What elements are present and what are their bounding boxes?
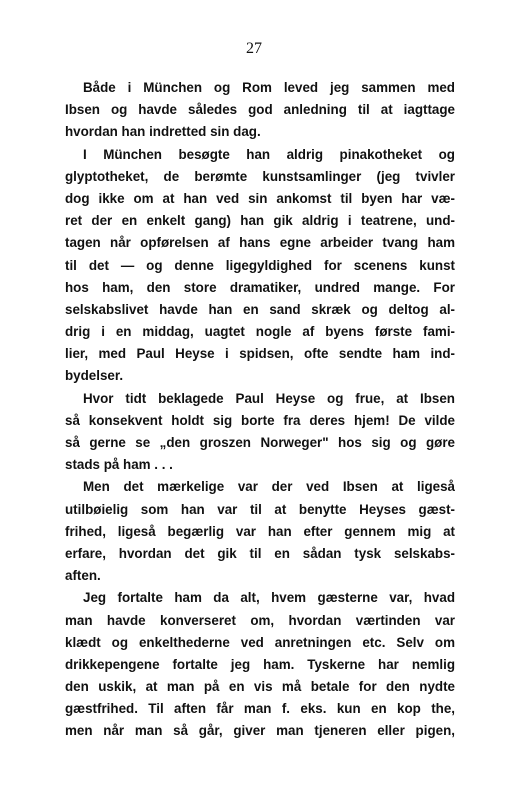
text-line: stads på ham . . .	[65, 457, 173, 473]
text-line: drikkepengene fortalte jeg ham. Tyskerne har nemlig	[65, 656, 455, 672]
text-line: bydelser.	[65, 368, 124, 384]
text-line: så gerne se „den groszen Norweger" hos sig og gøre	[65, 435, 455, 450]
text-line: klædt og enkelthederne ved anretningen etc. Selv om	[65, 634, 455, 650]
text-line: hvordan han indretted sin dag.	[65, 124, 261, 140]
text-line: så konsekvent holdt sig borte fra deres hjem! De vilde	[65, 412, 455, 428]
text-line: drig i en middag, uagtet nogle af byens første fami-	[65, 324, 455, 340]
text-line: Både i München og Rom leved jeg sammen med	[83, 80, 455, 95]
text-line: aften.	[65, 568, 101, 584]
body-text	[65, 77, 455, 743]
text-line: utilbøielig som han var til at benytte Heyses gæst-	[65, 501, 455, 517]
text-line: hos ham, den store dramatiker, undred mange. For	[65, 279, 455, 295]
text-line: gæstfrihed. Til aften får man f. eks. kun en kop the,	[65, 701, 455, 717]
text-line: dog ikke om at han ved sin ankomst til byen har væ-	[65, 190, 455, 206]
text-line: selskabslivet havde han en sand skræk og deltog al-	[65, 301, 455, 317]
text-line: Men det mærkelige var der ved Ibsen at ligeså	[83, 479, 455, 495]
text-line: glyptotheket, de berømte kunstsamlinger (jeg tvivler	[65, 168, 455, 184]
text-line: Ibsen og havde således god anledning til at iagttage	[65, 102, 455, 118]
text-line: man havde konverseret om, hvordan værtinden var	[65, 612, 455, 628]
page-number: 27	[246, 40, 262, 57]
text-line: I München besøgte han aldrig pinakotheket og	[83, 146, 455, 162]
text-line: frihed, ligeså begærlig var han efter gennem mig at	[65, 523, 455, 539]
text-line: ret der en enkelt gang) han gik aldrig i teatrene, und-	[65, 213, 455, 229]
text-line: Jeg fortalte ham da alt, hvem gæsterne var, hvad	[83, 590, 455, 606]
text-line: erfare, hvordan det gik til en sådan tysk selskabs-	[65, 545, 455, 561]
text-line: men når man så går, giver man tjeneren eller pigen,	[65, 723, 455, 739]
text-line: tagen når opførelsen af hans egne arbeider tvang ham	[65, 235, 455, 251]
text-line: Hvor tidt beklagede Paul Heyse og frue, at Ibsen	[83, 390, 455, 406]
text-line: til det — og denne ligegyldighed for scenens kunst	[65, 257, 455, 273]
text-line: den uskik, at man på en vis må betale for den nydte	[65, 679, 455, 695]
text-line: lier, med Paul Heyse i spidsen, ofte sendte ham ind-	[65, 346, 455, 362]
